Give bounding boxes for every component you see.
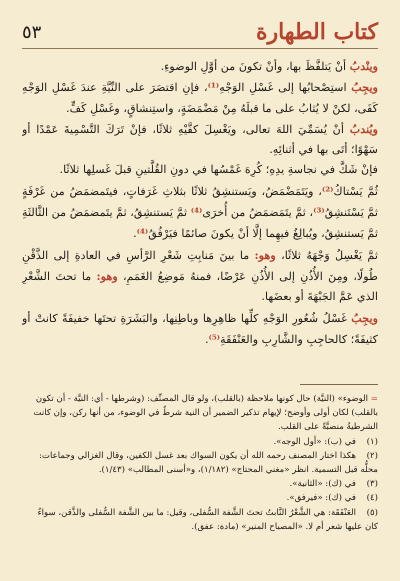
text-run: ، ثمَّ يتَمَضمَضُ من أُخرَى bbox=[202, 206, 314, 220]
footnote-list bbox=[22, 435, 378, 534]
footnote-item bbox=[22, 449, 378, 477]
text-run: فإنْ شَكَّ في نجاسةِ يدِهِ؛ كُرِهَ غَمْسُها في دونِ القُلَّتينِ قبلَ غَسلِها ثلاثًا. bbox=[59, 163, 378, 177]
text-run: . bbox=[204, 332, 209, 346]
footnote-continuation-text: الوضوء» (النيَّة) حال كونها ملاحظة (بالقلب)، ولو قال المصنِّف: (وشرطها - أي: النيَّة - أن تكون بالقلب) لكان أولى وأوضح؛ لإيهام تذكير الضمير أن النية شرطٌ في الوضوء، من أنها ركن، وإن كانت الشرطيةُ منصبَّةً على القلب. bbox=[33, 394, 378, 433]
footnote-continuation-marker: = bbox=[370, 394, 378, 404]
keyword-highlight: ⁽¹⁾ bbox=[207, 80, 220, 95]
text-run: . bbox=[133, 227, 137, 241]
text-paragraph bbox=[22, 77, 378, 119]
footnote-text: في (ك): «الثانية». bbox=[289, 479, 356, 490]
footnote-item bbox=[22, 491, 378, 505]
keyword-highlight: وهو: bbox=[96, 268, 118, 283]
header-divider bbox=[22, 48, 378, 49]
footnote-number: (٣) bbox=[366, 479, 378, 490]
keyword-highlight: وهو: bbox=[254, 247, 276, 262]
footnote-separator bbox=[300, 384, 378, 385]
page-number: ٥٣ bbox=[22, 22, 42, 43]
text-paragraph bbox=[22, 56, 378, 77]
text-run: استِصْحابُها إلى غَسْلِ الوَجْهِ bbox=[219, 81, 352, 95]
footnote-number: (٥) bbox=[366, 507, 378, 518]
text-run: ما بينَ مَنابِتِ شَعْرِ الرَّأسِ في العادةِ إلى الذَّقْنِ طُولًا، ومِنَ الأُذُنِ إلى الأُذُنِ عَرْضًا، فمنهُ مَوضِعُ الغَمَمِ، bbox=[22, 248, 378, 283]
keyword-highlight: ⁽²⁾ bbox=[321, 183, 334, 198]
text-run: ثمَّ يَغْسِلُ وَجْهَهُ ثلاثًا، bbox=[275, 248, 378, 262]
footnote-continuation bbox=[22, 392, 378, 435]
page-header bbox=[22, 18, 378, 52]
text-run: ، فإنِ اقتصَرَ على النِّيَّةِ عندَ غَسْلِ الوَجْهِ كَفَى، لكنْ لا يُثابُ على ما قبلَهُ مِنْ مَضْمَضَةٍ، واستِنشاقٍ، وغَسْلِ كَفٍّ. bbox=[22, 81, 378, 115]
keyword-highlight: وينْدبُ bbox=[349, 59, 378, 73]
text-run: غَسْلُ شُعُورِ الوَجْهِ كلِّها ظاهِرِها وباطِنِها، والبَشَرَةِ تحتَها خفيفَةً كانتْ أو كثيفَةً؛ كالحاجِبِ والشَّارِبِ والعَنْفَقَةِ bbox=[22, 311, 378, 346]
footnote-number: (١) bbox=[366, 436, 378, 447]
footnote-number: (٤) bbox=[366, 493, 378, 504]
footnote-item bbox=[22, 506, 378, 534]
text-run: ، ويَتَمَضْمَضُ، ويَستنشِقُ ثلاثًا بثلاثِ غَرَفاتٍ، فيتَمضمَضُ من غَرْفَةٍ ثمَّ يَسْتَنشِقُ bbox=[22, 184, 378, 220]
text-paragraph bbox=[22, 308, 378, 351]
keyword-highlight: ⁽³⁾ bbox=[313, 205, 325, 220]
text-run: أنْ يُسَمِّيَ اللهَ تعالى، ويَغْسِلَ كفَّيْهِ ثلاثًا، فإنْ تَرَكَ التَّسْمِيةَ عَمْدًا أو سَهْوًا؛ أتَى بها في أثنائِهِ. bbox=[22, 122, 378, 157]
keyword-highlight: ويجِبُ bbox=[351, 80, 378, 95]
text-run: ثمَّ يَستنشِقُ، ثمَّ يتَمضمَضُ من الثَّالثَةِ ثمَّ يَستنشِقُ، ويُبالِغُ فيهِما إلَّا أنْ يكونَ صائمًا فيَرْفُقُ bbox=[22, 206, 378, 241]
footnote-text: العَنْفَقَة: هي الشَّعْرُ النَّابتُ تحتَ الشَّفة السُّفلى، وقيل: ما بين الشَّفة السُّفلى والذَّقن، سواءٌ كان عليها شعر أم لا. «المصباح المنير» (مادة: عفق). bbox=[37, 507, 378, 532]
footnote-text: في (ب): «أول الوجه». bbox=[273, 436, 356, 447]
footnotes bbox=[22, 392, 378, 567]
text-run: أنْ يَتلفَّظَ بها، وأنْ تكونَ من أوَّلِ الوضوءِ. bbox=[160, 60, 350, 73]
text-paragraph bbox=[22, 119, 378, 161]
keyword-highlight: ويجِبُ bbox=[351, 310, 378, 325]
footnote-text: هكذا اختار المصنف رحمه الله أن يكون السواك بعد غسل الكفين، وقال الغزالي وجماعات: محلُّه قبل التسمية. انظر «مغني المحتاج» (١/١٨٢)، و«أسنى المطالب» (١/٤٣). bbox=[38, 450, 378, 476]
text-paragraph bbox=[22, 245, 378, 308]
footnote-item bbox=[22, 435, 378, 449]
main-text bbox=[22, 56, 378, 376]
text-run: ثُمَّ يَسْتاكُ bbox=[333, 184, 378, 198]
text-paragraph bbox=[22, 181, 378, 245]
text-run: ما تحتَ الشَّعْرِ الذي عَمَّ الجَبْهَةَ أو بعضَها. bbox=[22, 269, 378, 304]
footnote-number: (٢) bbox=[366, 450, 378, 461]
keyword-highlight: ويُندبُ bbox=[349, 121, 378, 136]
keyword-highlight: ⁽⁵⁾ bbox=[208, 331, 221, 346]
chapter-title: كتاب الطهارة bbox=[255, 19, 378, 45]
footnote-item bbox=[22, 477, 378, 491]
keyword-highlight: ⁽⁴⁾ bbox=[136, 226, 149, 241]
footnote-text: في (ك): «فيرفق». bbox=[286, 493, 356, 504]
text-paragraph bbox=[22, 160, 378, 180]
keyword-highlight: ⁽⁴⁾ bbox=[190, 205, 203, 220]
